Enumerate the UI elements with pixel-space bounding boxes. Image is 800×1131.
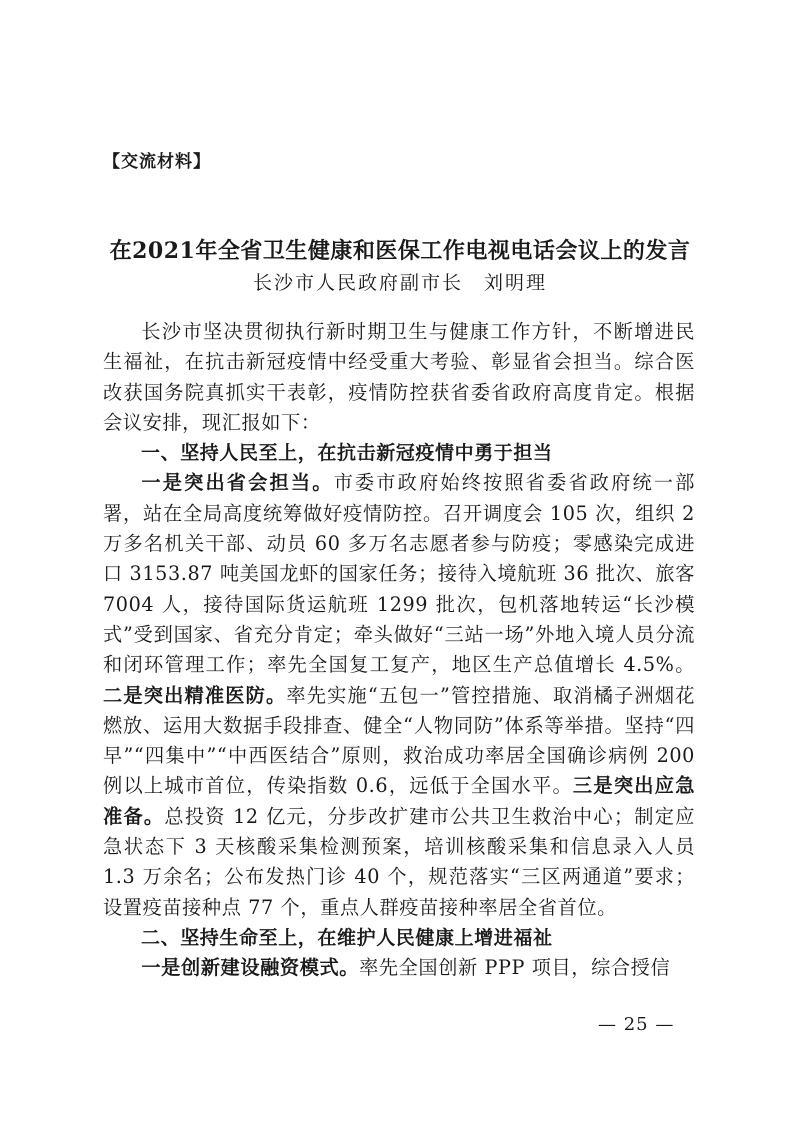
document-category-tag: 【交流材料】 [103,152,211,172]
intro-paragraph: 长沙市坚决贯彻执行新时期卫生与健康工作方针，不断增进民生福祉，在抗击新冠疫情中经受重大考验、彰显省会担当。综合医改获国务院真抓实干表彰，疫情防控获省委省政府高度肯定。根据会议安排，现汇报如下： [103,320,695,434]
section-2-lead-1: 一是创新建设融资模式。 [141,956,360,980]
section-1-lead-2: 二是突出精准医防。 [103,683,287,707]
section-1-heading: 一、坚持人民至上，在抗击新冠疫情中勇于担当 [141,442,553,465]
section-2-heading: 二、坚持生命至上，在维护人民健康上增进福祉 [141,926,553,949]
document-title: 在2021年全省卫生健康和医保工作电视电话会议上的发言 [109,238,691,264]
section-1-text-2: 率先实施“五包一”管控措施、取消橘子洲烟花燃放、运用大数据手段排查、健全“人物同防”体系等举措。坚持“四早”“四集中”“中西医结合”原则，救治成功率居全国确诊病例 200 例以上城市首位，传染指数 0.6，远低于全国水平。 [103,683,695,798]
document-body [103,317,695,984]
section-1-lead-1: 一是突出省会担当。 [141,471,334,495]
section-2-text-1: 率先全国创新 PPP 项目，综合授信 [359,956,671,980]
page-number: — 25 — [598,1014,675,1035]
section-1-text-3: 总投资 12 亿元，分步改扩建市公共卫生救治中心；制定应急状态下 3 天核酸采集检测预案，培训核酸采集和信息录入人员 1.3 万余名；公布发热门诊 40 个，规范落实“三区两通道”要求；设置疫苗接种点 77 个，重点人群疫苗接种率居全省首位。 [103,804,695,919]
section-2-paragraph [103,953,695,983]
section-1-paragraph [103,468,695,922]
section-1-text-1: 市委市政府始终按照省委省政府统一部署，站在全局高度统筹做好疫情防控。召开调度会 105 次，组织 2 万多名机关干部、动员 60 多万名志愿者参与防疫；零感染完成进口 3153.87 吨美国龙虾的国家任务；接待入境航班 36 批次、旅客 7004 人，接待国际货运航班 1299 批次，包机落地转运“长沙模式”受到国家、省充分肯定；牵头做好“三站一场”外地入境人员分流和闭环管理工作；率先全国复工复产，地区生产总值增长 4.5%。 [103,471,696,677]
author-byline: 长沙市人民政府副市长 刘明理 [252,272,547,294]
section-1-lead-3: 三是突出应急准备。 [103,774,695,828]
